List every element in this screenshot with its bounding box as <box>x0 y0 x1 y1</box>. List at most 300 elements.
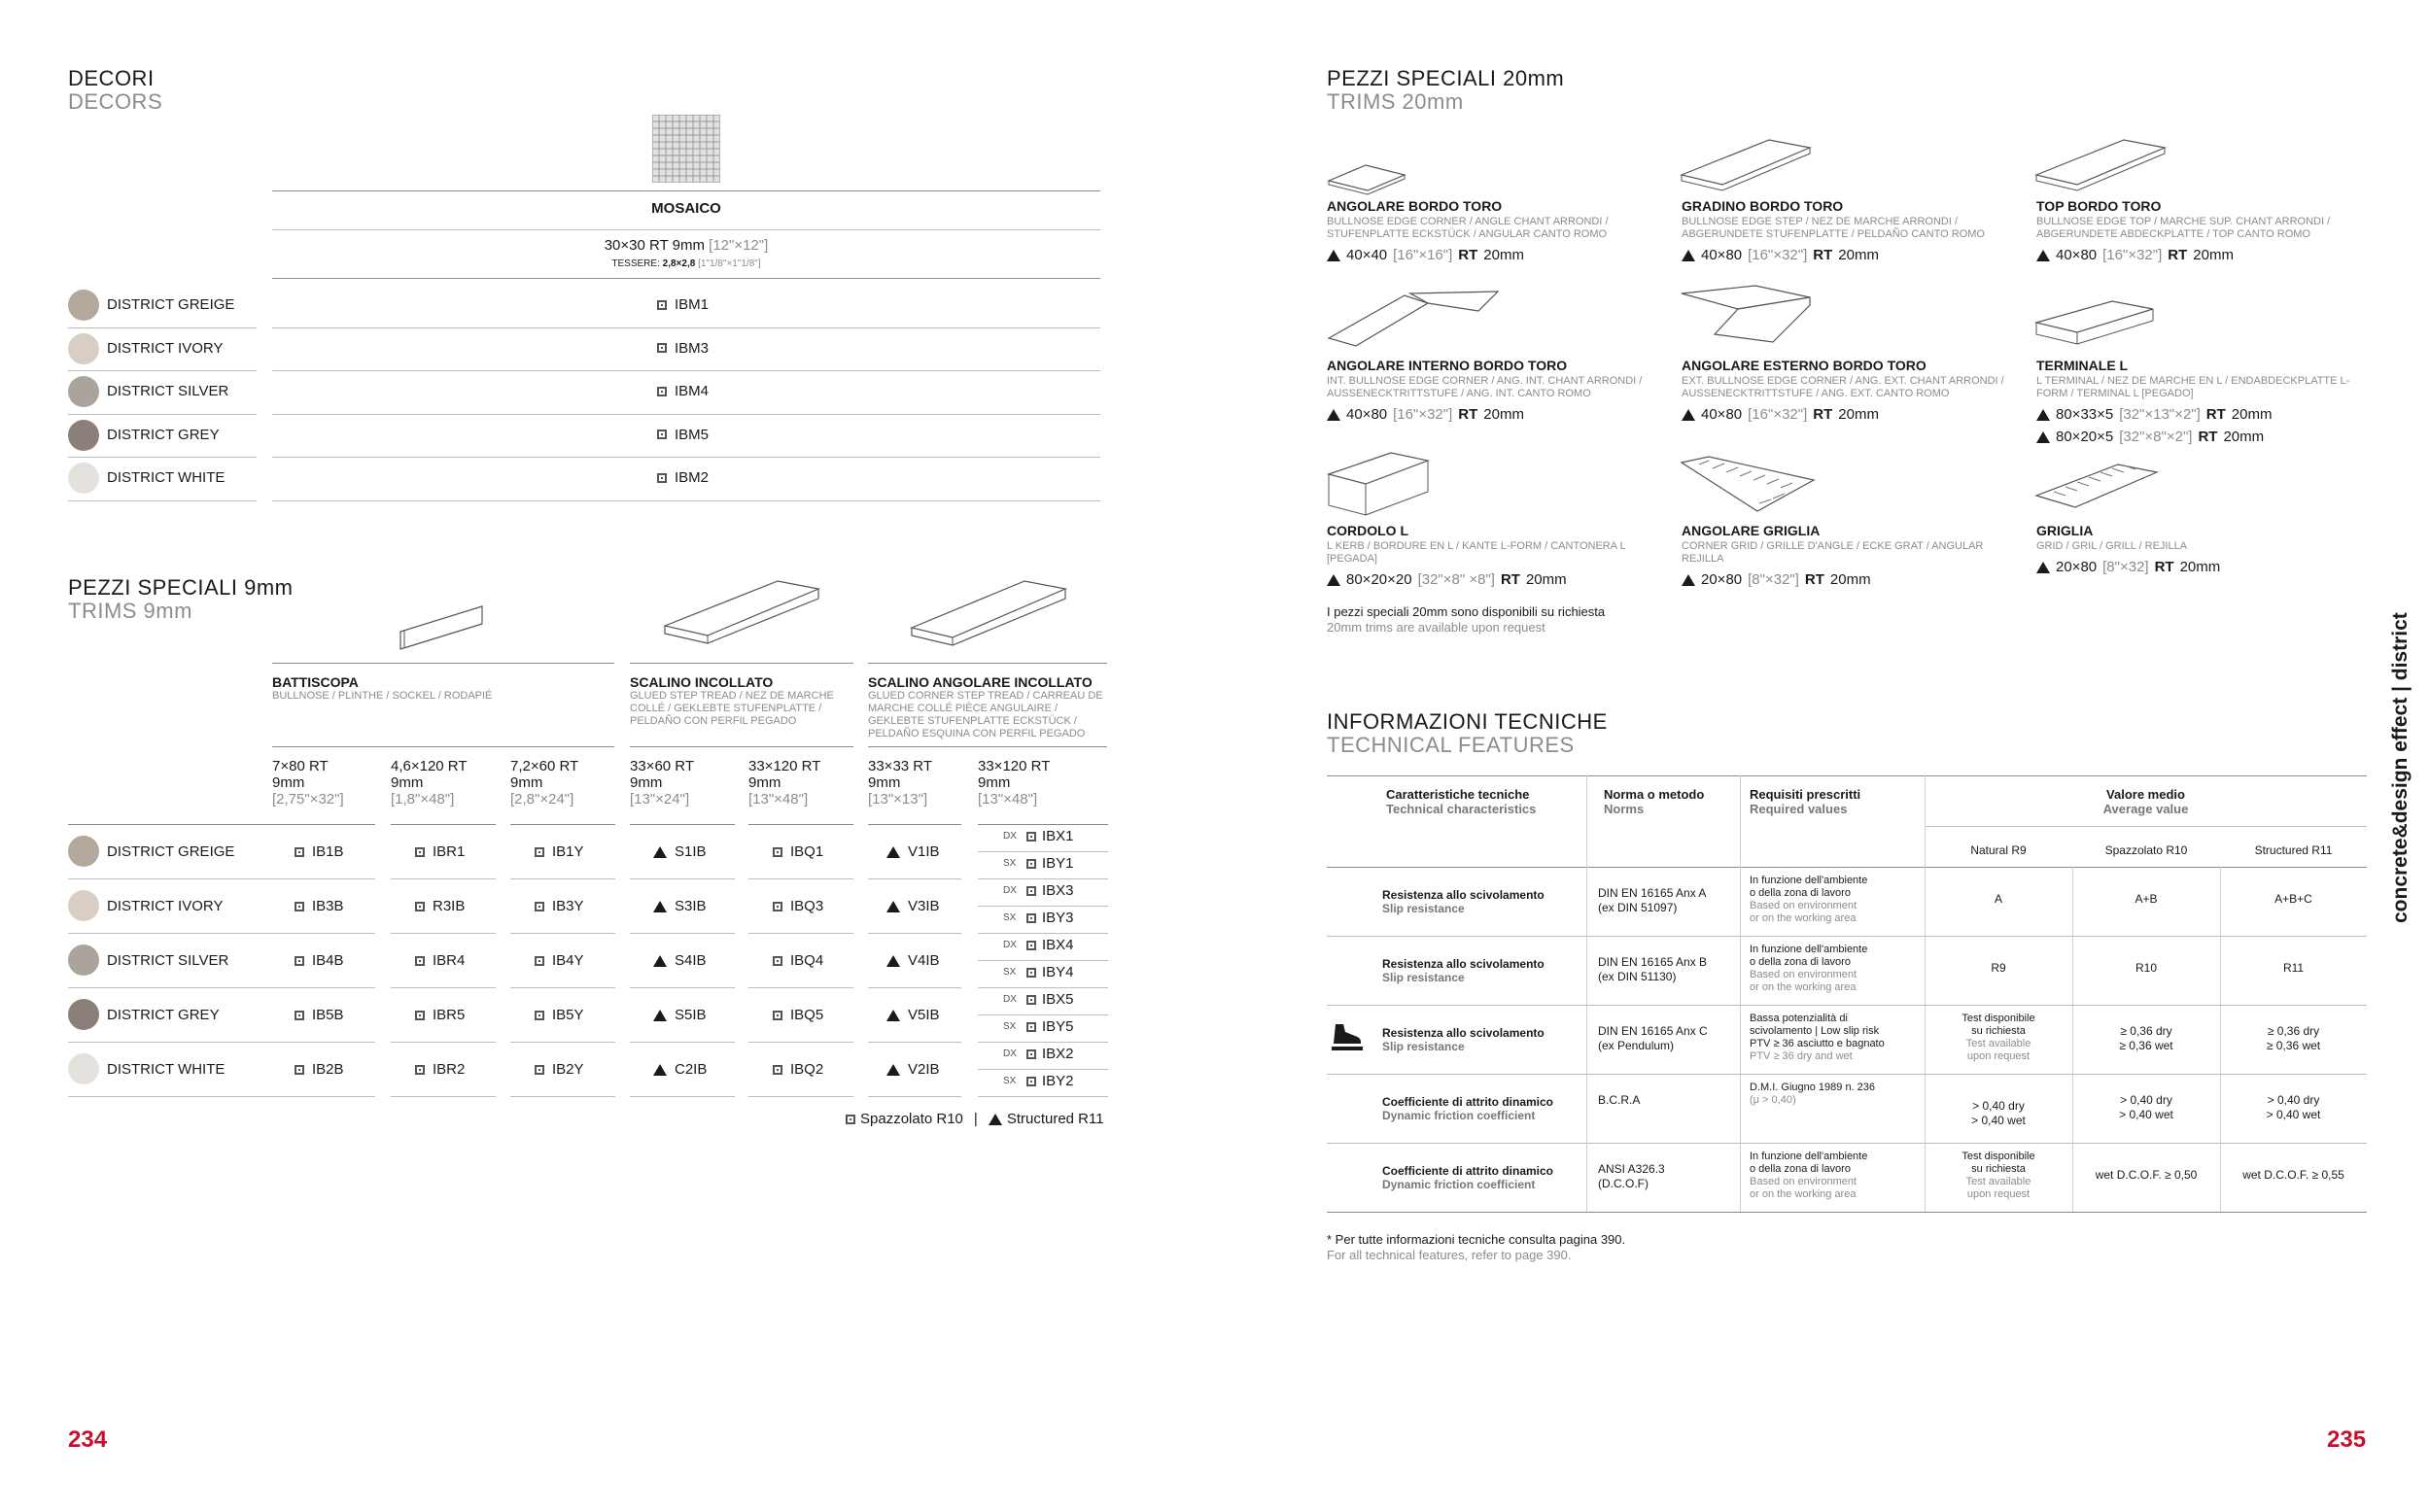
trim20-item <box>1327 358 1662 423</box>
trims9-subtitle: TRIMS 9mm <box>68 599 192 623</box>
trim20-sub: L TERMINAL / NEZ DE MARCHE EN L / ENDABDECKPLATTE L-FORM / TERMINAL L [PEGADO] <box>2036 375 2350 399</box>
trim-code <box>415 952 465 969</box>
footnote-en: For all technical features, refer to page 390. <box>1327 1248 1572 1262</box>
size-header <box>510 758 578 808</box>
scalino-ang-sub: GLUED CORNER STEP TREAD / CARREAU DE MARCHE COLLÉ PIÈCE ANGULAIRE / GEKLEBTE STUFENPLATTE ECKSTÜCK / PELDAÑO ESQUINA CON PERFIL PEGADO <box>868 690 1103 739</box>
size-value: 80×33×5 <box>2056 406 2114 423</box>
trim20-title: TOP BORDO TORO <box>2036 198 2162 214</box>
side-label: DX <box>1003 885 1017 896</box>
size-inch: [16"×32"] <box>1393 406 1453 423</box>
value-it: Test disponibile su richiesta <box>1961 1151 2035 1175</box>
shoe-icon <box>1330 1022 1365 1051</box>
size-value: 7×80 RT <box>272 758 329 774</box>
size-thickness: 20mm <box>1838 247 1879 263</box>
size-inch: [16"×32"] <box>1748 406 1808 423</box>
tech-required <box>1750 1082 1875 1107</box>
code-label: IBX3 <box>1042 882 1074 899</box>
size-inch: [13"×13"] <box>868 791 928 808</box>
tech-required <box>1750 1013 1885 1063</box>
value-structured: R11 <box>2282 961 2305 975</box>
color-swatch <box>68 836 99 867</box>
size-rt: RT <box>2168 247 2188 263</box>
trim20-size <box>1682 406 2017 423</box>
req-en: PTV ≥ 36 dry and wet <box>1750 1050 1853 1062</box>
triangle-icon <box>886 901 900 912</box>
char-en: Slip resistance <box>1382 902 1465 915</box>
cordolo-l-drawing <box>1327 451 1434 517</box>
value-natural: > 0,40 dry > 0,40 wet <box>1971 1099 2026 1127</box>
size-inch: [13"×48"] <box>978 791 1038 808</box>
size-header <box>978 758 1050 808</box>
trim20-item <box>2036 358 2372 445</box>
value-structured: A+B+C <box>2274 892 2312 906</box>
size-inch: [13"×48"] <box>748 791 809 808</box>
page-number-left: 234 <box>68 1426 108 1453</box>
triangle-icon <box>1327 409 1340 421</box>
square-icon <box>415 1011 425 1020</box>
code-sx <box>1003 1073 1074 1089</box>
char-en: Slip resistance <box>1382 1040 1465 1053</box>
triangle-icon <box>653 901 667 912</box>
trim-code <box>653 843 707 860</box>
size-rt: RT <box>2205 406 2226 423</box>
trim-code <box>295 1061 344 1078</box>
triangle-icon <box>1682 250 1695 261</box>
value-structured: ≥ 0,36 dry ≥ 0,36 wet <box>2266 1024 2321 1052</box>
size-inch: [32"×8" ×8"] <box>1417 571 1495 588</box>
square-icon <box>773 1011 782 1020</box>
trim-code <box>886 898 940 914</box>
size-value: 40×80 <box>1701 406 1743 423</box>
size-header <box>391 758 468 808</box>
trim-code <box>295 952 344 969</box>
triangle-icon <box>2036 562 2050 573</box>
scalino-title: SCALINO INCOLLATO <box>630 674 774 690</box>
code-label: S4IB <box>675 952 707 969</box>
square-icon <box>1026 1077 1036 1086</box>
square-icon <box>535 1065 544 1075</box>
square-icon <box>773 902 782 911</box>
size-thickness: 20mm <box>2179 559 2221 575</box>
size-thickness: 20mm <box>1829 571 1871 588</box>
side-label: DX <box>1003 1048 1017 1059</box>
trim-code <box>653 898 707 914</box>
code-label: V1IB <box>908 843 940 860</box>
header-structured: Structured R11 <box>2254 843 2333 857</box>
square-icon <box>1026 886 1036 896</box>
value-structured: wet D.C.O.F. ≥ 0,55 <box>2242 1168 2344 1182</box>
code-label: IB2Y <box>552 1061 584 1078</box>
trim20-sub: INT. BULLNOSE EDGE CORNER / ANG. INT. CHANT ARRONDI / AUSSENECKTRITTSTUFE / ANG. INT. CANTO ROMO <box>1327 375 1643 399</box>
tech-characteristic <box>1382 957 1545 984</box>
trim-code <box>415 843 465 860</box>
size-thickness: 20mm <box>1483 406 1524 423</box>
req-en: Based on environment or on the working area <box>1750 1176 1857 1200</box>
size-value: 40×80 <box>1701 247 1743 263</box>
triangle-icon <box>1327 250 1340 261</box>
trim20-title: ANGOLARE ESTERNO BORDO TORO <box>1682 358 1927 373</box>
square-icon <box>846 1115 855 1124</box>
color-swatch <box>68 890 99 921</box>
code-sx <box>1003 855 1074 872</box>
color-swatch <box>68 290 99 321</box>
code-label: IBY5 <box>1042 1018 1074 1035</box>
code-dx <box>1003 828 1074 844</box>
size-value: 80×20×20 <box>1346 571 1412 588</box>
header-norms: Norma o metodo Norms <box>1604 787 1705 816</box>
triangle-icon <box>2036 250 2050 261</box>
trim-code <box>535 1007 584 1023</box>
color-swatch <box>68 376 99 407</box>
size-inch: [8"×32] <box>2102 559 2149 575</box>
square-icon <box>295 847 304 857</box>
trim-code <box>295 898 344 914</box>
vertical-series-label: concrete&design effect | district <box>2389 612 2412 923</box>
header-characteristics: Caratteristiche tecniche Technical characteristics <box>1386 787 1537 816</box>
battiscopa-sub: BULLNOSE / PLINTHE / SOCKEL / RODAPIÉ <box>272 690 493 702</box>
square-icon <box>295 1011 304 1020</box>
req-it: In funzione dell'ambiente o della zona di lavoro <box>1750 875 1868 899</box>
square-icon <box>535 1011 544 1020</box>
page-number-right: 235 <box>2327 1426 2367 1453</box>
trim20-item <box>1682 358 2017 423</box>
size-header <box>748 758 820 808</box>
size-rt: RT <box>1813 247 1833 263</box>
square-icon <box>415 956 425 966</box>
tech-required <box>1750 875 1867 925</box>
trim20-sub: BULLNOSE EDGE STEP / NEZ DE MARCHE ARRONDI / ABGERUNDETE STUFENPLATTE / PELDAÑO CANTO ROMO <box>1682 216 1985 240</box>
trim20-sub: BULLNOSE EDGE TOP / MARCHE SUP. CHANT ARRONDI / ABGERUNDETE ABDECKPLATTE / TOP CANTO ROMO <box>2036 216 2331 240</box>
code-sx <box>1003 964 1074 980</box>
size-thickness: 9mm <box>978 774 1011 791</box>
tech-norm: ANSI A326.3 (D.C.O.F) <box>1598 1162 1665 1190</box>
tech-characteristic <box>1382 888 1545 915</box>
size-value: 33×120 RT <box>748 758 821 774</box>
code-label: IB1B <box>312 843 344 860</box>
code-label: IBY4 <box>1042 964 1074 980</box>
code-label: IB4B <box>312 952 344 969</box>
trim20-title: TERMINALE L <box>2036 358 2129 373</box>
trim-code <box>773 843 823 860</box>
triangle-icon <box>653 955 667 967</box>
size-inch: [16"×16"] <box>1393 247 1453 263</box>
code-label: IB1Y <box>552 843 584 860</box>
size-thickness: 20mm <box>1525 571 1567 588</box>
mosaic-thumbnail <box>652 115 720 183</box>
header-spazzolato: Spazzolato R10 <box>2104 843 2188 857</box>
square-icon <box>1026 995 1036 1005</box>
code-label: IB3Y <box>552 898 584 914</box>
code-label: IBQ1 <box>790 843 824 860</box>
char-it: Resistenza allo scivolamento <box>1382 1026 1545 1040</box>
trim20-size <box>1327 406 1662 423</box>
size-thickness: 20mm <box>2223 429 2265 445</box>
note-en: 20mm trims are available upon request <box>1327 620 1545 635</box>
size-value: 33×33 RT <box>868 758 933 774</box>
mosaico-code <box>657 469 709 486</box>
trim20-size <box>1327 571 1662 588</box>
code-label: IBM4 <box>675 383 710 399</box>
code-dx <box>1003 1046 1074 1062</box>
trim20-title: GRIGLIA <box>2036 523 2094 538</box>
square-icon <box>773 956 782 966</box>
code-sx <box>1003 1018 1074 1035</box>
size-inch: [1,8"×48"] <box>391 791 455 808</box>
trim20-item <box>2036 198 2372 263</box>
mosaico-size: 30×30 RT 9mm [12"×12"] <box>604 237 769 254</box>
trim-code <box>653 1007 707 1023</box>
square-icon <box>657 387 667 396</box>
size-inch: [13"×24"] <box>630 791 690 808</box>
tech-characteristic <box>1382 1095 1553 1122</box>
code-label: V4IB <box>908 952 940 969</box>
trim-code <box>415 1061 465 1078</box>
triangle-icon <box>989 1114 1002 1125</box>
color-name: DISTRICT SILVER <box>107 383 229 399</box>
req-it: D.M.I. Giugno 1989 n. 236 <box>1750 1082 1876 1093</box>
trim20-sub: GRID / GRIL / GRILL / REJILLA <box>2036 540 2188 552</box>
char-en: Dynamic friction coefficient <box>1382 1109 1536 1122</box>
square-icon <box>415 847 425 857</box>
triangle-icon <box>2036 431 2050 443</box>
char-it: Coefficiente di attrito dinamico <box>1382 1164 1554 1178</box>
size-inch: [2,75"×32"] <box>272 791 344 808</box>
tech-title: INFORMAZIONI TECNICHE <box>1327 709 1608 734</box>
value-spazzolato: A+B <box>2135 892 2158 906</box>
code-label: IBR2 <box>433 1061 466 1078</box>
color-name: DISTRICT GREY <box>107 426 220 443</box>
code-label: IBQ5 <box>790 1007 824 1023</box>
code-label: IBY1 <box>1042 855 1074 872</box>
char-it: Resistenza allo scivolamento <box>1382 957 1545 971</box>
tech-characteristic <box>1382 1164 1553 1191</box>
size-rt: RT <box>2154 559 2174 575</box>
size-rt: RT <box>2198 429 2218 445</box>
code-label: C2IB <box>675 1061 708 1078</box>
code-label: IBQ2 <box>790 1061 824 1078</box>
battiscopa-title: BATTISCOPA <box>272 674 359 690</box>
size-rt: RT <box>1804 571 1824 588</box>
decori-subtitle: DECORS <box>68 89 163 114</box>
square-icon <box>535 847 544 857</box>
tech-norm: DIN EN 16165 Anx B (ex DIN 51130) <box>1598 955 1708 983</box>
trim20-item <box>1327 198 1662 263</box>
trim-code <box>295 843 344 860</box>
square-icon <box>1026 1022 1036 1032</box>
mosaico-code <box>657 340 709 357</box>
code-label: V2IB <box>908 1061 940 1078</box>
side-label: SX <box>1003 858 1017 869</box>
square-icon <box>1026 941 1036 950</box>
value-structured: > 0,40 dry > 0,40 wet <box>2266 1093 2321 1121</box>
size-thickness: 9mm <box>630 774 663 791</box>
code-label: S3IB <box>675 898 707 914</box>
size-thickness: 9mm <box>868 774 901 791</box>
code-label: IB5Y <box>552 1007 584 1023</box>
side-label: DX <box>1003 994 1017 1005</box>
square-icon <box>295 1065 304 1075</box>
size-inch: [16"×32"] <box>1748 247 1808 263</box>
color-name: DISTRICT GREY <box>107 1007 220 1023</box>
triangle-icon <box>886 1010 900 1021</box>
trim-code <box>535 1061 584 1078</box>
size-value: 40×80 <box>1346 406 1388 423</box>
angolare-esterno-drawing <box>1680 284 1816 350</box>
size-value: 40×40 <box>1346 247 1388 263</box>
code-label: IBM2 <box>675 469 710 486</box>
trim-code <box>415 898 465 914</box>
size-header <box>868 758 932 808</box>
code-label: IBX1 <box>1042 828 1074 844</box>
size-rt: RT <box>1813 406 1833 423</box>
tech-norm: DIN EN 16165 Anx C (ex Pendulum) <box>1598 1024 1708 1052</box>
size-inch: [2,8"×24"] <box>510 791 574 808</box>
trim20-item <box>2036 523 2372 575</box>
side-label: SX <box>1003 967 1017 978</box>
tech-norm: B.C.R.A <box>1598 1093 1641 1107</box>
scalino-sub: GLUED STEP TREAD / NEZ DE MARCHE COLLÉ / GEKLEBTE STUFENPLATTE / PELDAÑO CON PERFIL PEGADO <box>630 690 834 727</box>
trim20-item <box>1682 198 2017 263</box>
code-label: IBR4 <box>433 952 466 969</box>
size-rt: RT <box>1500 571 1520 588</box>
trim-code <box>535 843 584 860</box>
terminale-l-drawing <box>2034 299 2161 354</box>
trim-code <box>886 1061 940 1078</box>
code-label: IB4Y <box>552 952 584 969</box>
trim20-title: GRADINO BORDO TORO <box>1682 198 1844 214</box>
code-dx <box>1003 937 1074 953</box>
mosaico-code <box>657 296 709 313</box>
code-label: IB2B <box>312 1061 344 1078</box>
value-natural <box>1925 1013 2072 1063</box>
size-value: 80×20×5 <box>2056 429 2114 445</box>
trim20-title: ANGOLARE GRIGLIA <box>1682 523 1821 538</box>
code-dx <box>1003 991 1074 1008</box>
square-icon <box>657 473 667 483</box>
angolare-interno-drawing <box>1327 288 1502 350</box>
trim20-sub: EXT. BULLNOSE EDGE CORNER / ANG. EXT. CHANT ARRONDI / AUSSENECKTRITTSTUFE / ANG. EXT. CANTO ROMO <box>1682 375 2004 399</box>
battiscopa-drawing <box>397 602 494 653</box>
color-swatch <box>68 999 99 1030</box>
triangle-icon <box>886 955 900 967</box>
square-icon <box>1026 832 1036 842</box>
req-it: In funzione dell'ambiente o della zona di lavoro <box>1750 944 1868 968</box>
value-en: Test available upon request <box>1965 1038 2031 1062</box>
side-label: DX <box>1003 831 1017 842</box>
color-swatch <box>68 420 99 451</box>
square-icon <box>657 430 667 439</box>
req-en: Based on environment or on the working area <box>1750 900 1857 924</box>
code-label: IBM1 <box>675 296 710 313</box>
color-name: DISTRICT IVORY <box>107 339 224 357</box>
code-label: IBX2 <box>1042 1046 1074 1062</box>
size-thickness: 9mm <box>748 774 781 791</box>
triangle-icon <box>1327 574 1340 586</box>
size-inch: [32"×13"×2"] <box>2119 406 2201 423</box>
size-inch: [32"×8"×2"] <box>2119 429 2193 445</box>
trim20-size <box>1327 247 1662 263</box>
note-it: I pezzi speciali 20mm sono disponibili su richiesta <box>1327 604 1606 619</box>
code-label: V5IB <box>908 1007 940 1023</box>
trim-code <box>653 952 707 969</box>
size-header <box>630 758 694 808</box>
trim-code <box>535 898 584 914</box>
size-value: 40×80 <box>2056 247 2098 263</box>
value-natural: R9 <box>1991 961 2006 975</box>
color-name: DISTRICT SILVER <box>107 952 229 969</box>
square-icon <box>773 847 782 857</box>
value-spazzolato: > 0,40 dry > 0,40 wet <box>2119 1093 2173 1121</box>
req-en: (μ > 0,40) <box>1750 1094 1796 1106</box>
tech-norm: DIN EN 16165 Anx A (ex DIN 51097) <box>1598 886 1707 914</box>
size-thickness: 9mm <box>272 774 305 791</box>
char-it: Resistenza allo scivolamento <box>1382 888 1545 902</box>
req-it: Bassa potenzialità di scivolamento | Low slip risk PTV ≥ 36 asciutto e bagnato <box>1750 1013 1885 1049</box>
trim20-size <box>2036 406 2372 423</box>
color-name: DISTRICT WHITE <box>107 469 226 486</box>
footnote-it: * Per tutte informazioni tecniche consulta pagina 390. <box>1327 1232 1626 1247</box>
code-label: IBY3 <box>1042 910 1074 926</box>
trim20-sub: CORNER GRID / GRILLE D'ANGLE / ECKE GRAT / ANGULAR REJILLA <box>1682 540 1984 565</box>
size-thickness: 20mm <box>1838 406 1879 423</box>
scalino-ang-title: SCALINO ANGOLARE INCOLLATO <box>868 674 1093 690</box>
code-label: R3IB <box>433 898 466 914</box>
color-name: DISTRICT GREIGE <box>107 843 235 860</box>
triangle-icon <box>1682 409 1695 421</box>
trim20-size <box>2036 247 2372 263</box>
triangle-icon <box>653 1010 667 1021</box>
square-icon <box>773 1065 782 1075</box>
trim20-size <box>2036 429 2372 445</box>
side-label: DX <box>1003 940 1017 950</box>
color-swatch <box>68 1053 99 1084</box>
trim-code <box>773 1061 823 1078</box>
color-swatch <box>68 945 99 976</box>
size-thickness: 20mm <box>2231 406 2273 423</box>
trim20-size <box>2036 559 2372 575</box>
header-average: Valore medio Average value <box>2102 787 2189 816</box>
size-thickness: 20mm <box>2193 247 2234 263</box>
size-value: 7,2×60 RT <box>510 758 579 774</box>
trim20-item <box>1327 523 1662 588</box>
mosaico-label: MOSAICO <box>651 200 721 217</box>
side-label: SX <box>1003 1076 1017 1086</box>
code-label: IBX4 <box>1042 937 1074 953</box>
decori-title: DECORI <box>68 66 155 90</box>
value-spazzolato: ≥ 0,36 dry ≥ 0,36 wet <box>2119 1024 2173 1052</box>
color-name: DISTRICT IVORY <box>107 898 224 914</box>
char-en: Slip resistance <box>1382 971 1465 984</box>
trims9-title: PEZZI SPECIALI 9mm <box>68 575 294 600</box>
trim-code <box>535 952 584 969</box>
trim-code <box>773 1007 823 1023</box>
size-thickness: 20mm <box>1483 247 1524 263</box>
code-label: IBM5 <box>675 426 710 443</box>
size-thickness: 9mm <box>391 774 424 791</box>
value-en: Test available upon request <box>1965 1176 2031 1200</box>
square-icon <box>657 343 667 353</box>
triangle-icon <box>653 1064 667 1076</box>
header-required: Requisiti prescritti Required values <box>1750 787 1861 816</box>
value-spazzolato: wet D.C.O.F. ≥ 0,50 <box>2095 1168 2198 1182</box>
trim20-sub: L KERB / BORDURE EN L / KANTE L-FORM / CANTONERA L [PEGADA] <box>1327 540 1626 565</box>
square-icon <box>1026 968 1036 978</box>
trims20-title: PEZZI SPECIALI 20mm <box>1327 66 1565 90</box>
trim-code <box>295 1007 344 1023</box>
code-label: V3IB <box>908 898 940 914</box>
mosaico-tessere: TESSERE: 2,8×2,8 [1"1/8"×1"1/8"] <box>611 258 761 269</box>
code-label: IB3B <box>312 898 344 914</box>
